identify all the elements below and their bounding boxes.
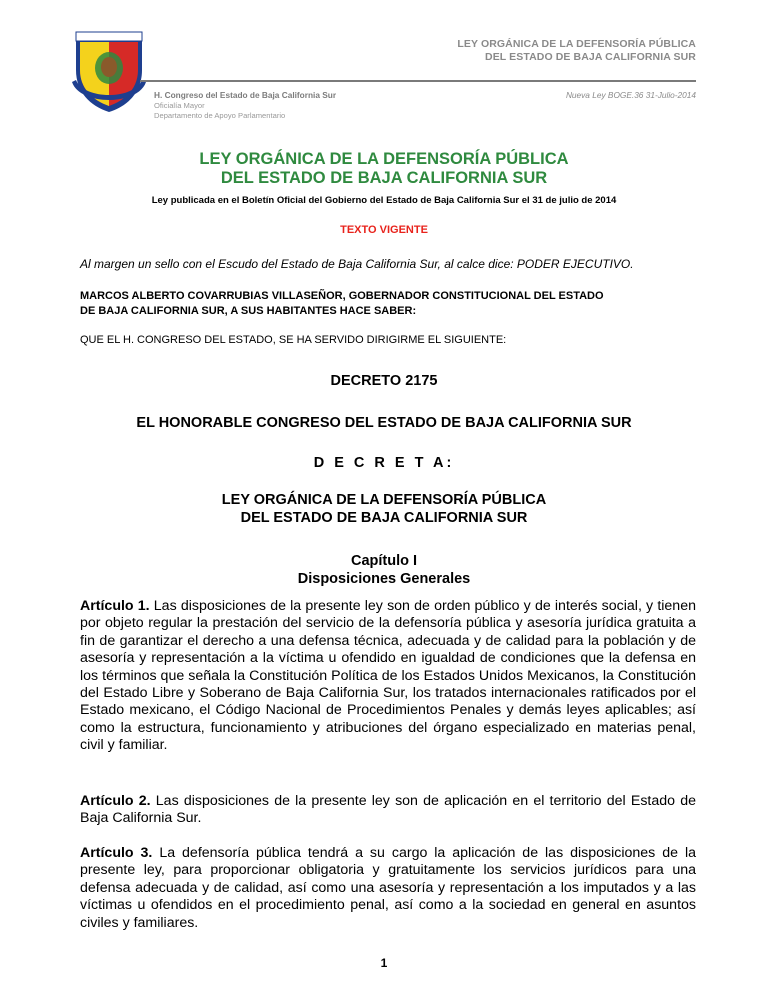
chapter-number: Capítulo I <box>350 553 418 569</box>
article-text: Las disposiciones de la presente ley son de aplicación en el territorio del Estado de Baja California Sur. <box>80 793 696 827</box>
status-label: TEXTO VIGENTE <box>340 224 428 236</box>
article-2 <box>80 793 696 828</box>
department-name: Departamento de Apoyo Parlamentario <box>154 111 286 120</box>
running-title-line2: DEL ESTADO DE BAJA CALIFORNIA SUR <box>485 51 696 63</box>
page-number: 1 <box>380 956 388 970</box>
margin-note: Al margen un sello con el Escudo del Estado de Baja California Sur, al calce dice: PODER EJECUTIVO. <box>80 257 634 271</box>
document-title-line2: DEL ESTADO DE BAJA CALIFORNIA SUR <box>220 169 548 187</box>
article-label: Artículo 2. <box>80 793 151 809</box>
article-3 <box>80 845 696 932</box>
governor-statement <box>80 289 696 319</box>
decreta-heading: D E C R E T A: <box>313 455 455 471</box>
law-title <box>60 491 708 527</box>
article-label: Artículo 3. <box>80 845 153 861</box>
decree-number: DECRETO 2175 <box>330 373 438 389</box>
congress-seal-logo <box>66 30 152 114</box>
publication-note: Ley publicada en el Boletín Oficial del Gobierno del Estado de Baja California Sur el 31 de julio de 2014 <box>151 195 617 206</box>
congress-name: H. Congreso del Estado de Baja California Sur <box>154 90 337 100</box>
law-title-line2: DEL ESTADO DE BAJA CALIFORNIA SUR <box>240 510 528 526</box>
que-statement: QUE EL H. CONGRESO DEL ESTADO, SE HA SERVIDO DIRIGIRME EL SIGUIENTE: <box>80 334 507 346</box>
document-title <box>60 150 708 188</box>
document-title-line1: LEY ORGÁNICA DE LA DEFENSORÍA PÚBLICA <box>199 150 569 168</box>
running-title <box>457 38 696 64</box>
bulletin-reference: Nueva Ley BOGE.36 31-Julio-2014 <box>565 90 696 100</box>
article-text: La defensoría pública tendrá a su cargo la aplicación de las disposiciones de la presente ley, para proporcionar obligatoria y gratuitamente los servicios jurídicos para una defensa adecuada y de calidad, así como una asesoría y representación a los imputados y a las víctimas u ofendidos en el procedimiento penal, así como a la sociedad en general en asuntos civiles y familiares. <box>80 845 696 931</box>
article-text: Las disposiciones de la presente ley son de orden público y de interés social, y tienen por objeto regular la prestación del servicio de la defensoría pública y asesoría jurídica gratuita a fin de garantizar el derecho a una defensa técnica, adecuada y de calidad para la población y de asesoría y representación a la víctima u ofendido en igualdad de condiciones que la defensa en los términos que señala la Constitución Política de los Estados Unidos Mexicanos, la Constitución del Estado Libre y Soberano de Baja California Sur, los tratados internacionales ratificados por el Estado mexicano, el Código Nacional de Procedimientos Penales y demás leyes aplicables; así como la estructura, funcionamiento y atribuciones del órgano especializado en materias penal, civil y familiar. <box>80 598 696 754</box>
chapter-heading <box>60 552 708 588</box>
governor-line2: DE BAJA CALIFORNIA SUR, A SUS HABITANTES HACE SABER: <box>80 305 417 317</box>
governor-line1: MARCOS ALBERTO COVARRUBIAS VILLASEÑOR, GOBERNADOR CONSTITUCIONAL DEL ESTADO <box>80 290 604 302</box>
article-1 <box>80 598 696 755</box>
congress-heading: EL HONORABLE CONGRESO DEL ESTADO DE BAJA CALIFORNIA SUR <box>136 415 632 431</box>
header-divider <box>140 80 696 82</box>
office-name: Oficialía Mayor <box>154 101 205 110</box>
running-title-line1: LEY ORGÁNICA DE LA DEFENSORÍA PÚBLICA <box>457 38 696 50</box>
article-label: Artículo 1. <box>80 598 150 614</box>
chapter-title: Disposiciones Generales <box>297 571 471 587</box>
law-title-line1: LEY ORGÁNICA DE LA DEFENSORÍA PÚBLICA <box>221 492 547 508</box>
